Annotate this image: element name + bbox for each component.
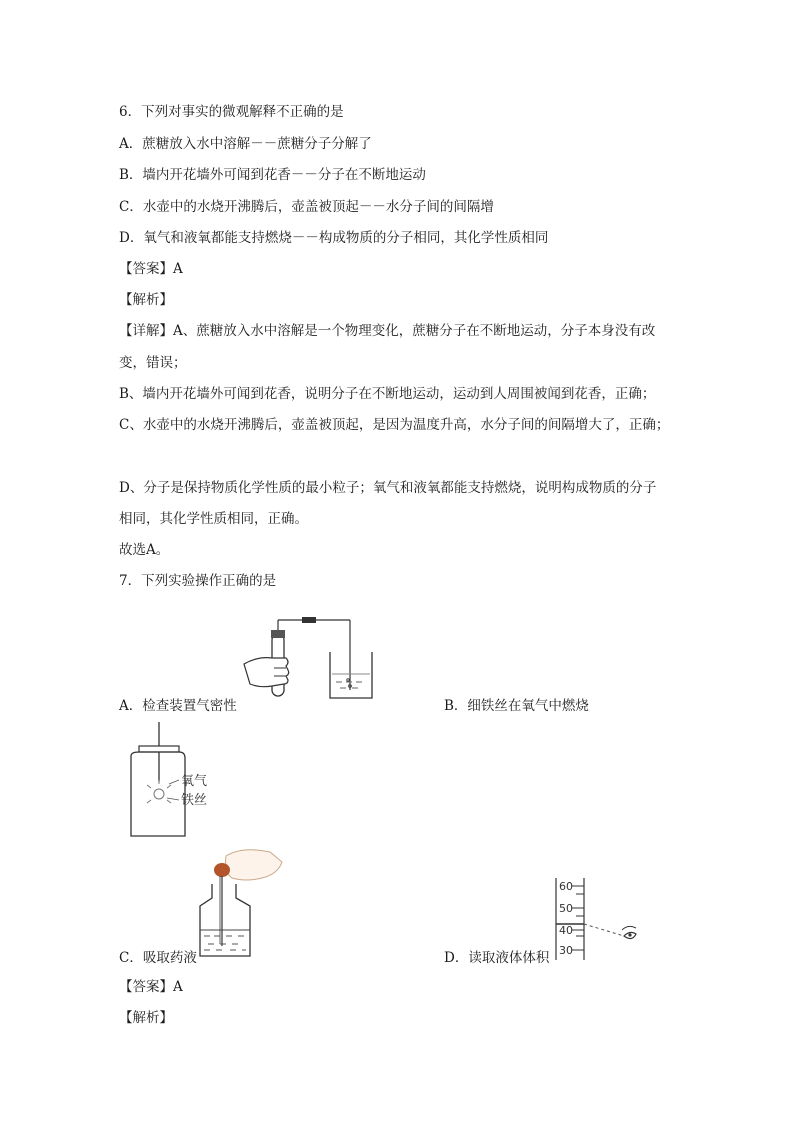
q7-option-d: D．读取液体体积 [444, 950, 550, 966]
figure-iron-wire-combustion [125, 722, 225, 840]
tick-50: 50 [559, 902, 573, 915]
q7-analysis-heading: 【解析】 [119, 1010, 173, 1026]
q6-title: 6．下列对事实的微观解释不正确的是 [119, 104, 344, 120]
q6-detail-d-line2: 相同，其化学性质相同，正确。 [119, 511, 308, 527]
q6-detail-a-line2: 变，错误； [119, 355, 187, 371]
q7-title: 7．下列实验操作正确的是 [119, 573, 277, 589]
q7-option-b: B．细铁丝在氧气中燃烧 [444, 698, 589, 714]
label-oxygen: 氧气 [181, 774, 208, 789]
q6-detail-c: C、水壶中的水烧开沸腾后，壶盖被顶起，是因为温度升高，水分子间的间隔增大了，正确； [119, 417, 670, 433]
q6-detail-b: B、墙内开花墙外可闻到花香，说明分子在不断地运动，运动到人周围被闻到花香，正确； [119, 386, 656, 402]
q7-option-c: C．吸取药液 [119, 950, 197, 966]
q6-option-d: D．氧气和液氧都能支持燃烧－－构成物质的分子相同，其化学性质相同 [119, 230, 549, 246]
q6-option-a: A．蔗糖放入水中溶解－－蔗糖分子分解了 [119, 136, 372, 152]
figure-graduated-cylinder [552, 874, 642, 964]
q7-answer: 【答案】A [119, 979, 183, 995]
tick-40: 40 [559, 924, 573, 937]
q6-option-c: C．水壶中的水烧开沸腾后，壶盖被顶起－－水分子间的间隔增 [119, 199, 494, 215]
label-iron-wire: 铁丝 [181, 793, 208, 808]
q6-analysis-heading: 【解析】 [119, 292, 173, 308]
q6-option-b: B．墙内开花墙外可闻到花香－－分子在不断地运动 [119, 167, 426, 183]
q6-answer: 【答案】A [119, 261, 183, 277]
tick-60: 60 [559, 880, 573, 893]
figure-dropper-drawing [190, 848, 290, 958]
tick-30: 30 [559, 944, 573, 957]
figure-airtightness-check [240, 612, 380, 702]
q6-conclusion: 故选A。 [119, 542, 170, 558]
q7-option-a: A．检查装置气密性 [119, 698, 237, 714]
q6-detail-d-line1: D、分子是保持物质化学性质的最小粒子；氧气和液氧都能支持燃烧，说明构成物质的分子 [119, 480, 657, 496]
q6-detail-a-line1: 【详解】A、蔗糖放入水中溶解是一个物理变化，蔗糖分子在不断地运动，分子本身没有改 [119, 323, 656, 339]
